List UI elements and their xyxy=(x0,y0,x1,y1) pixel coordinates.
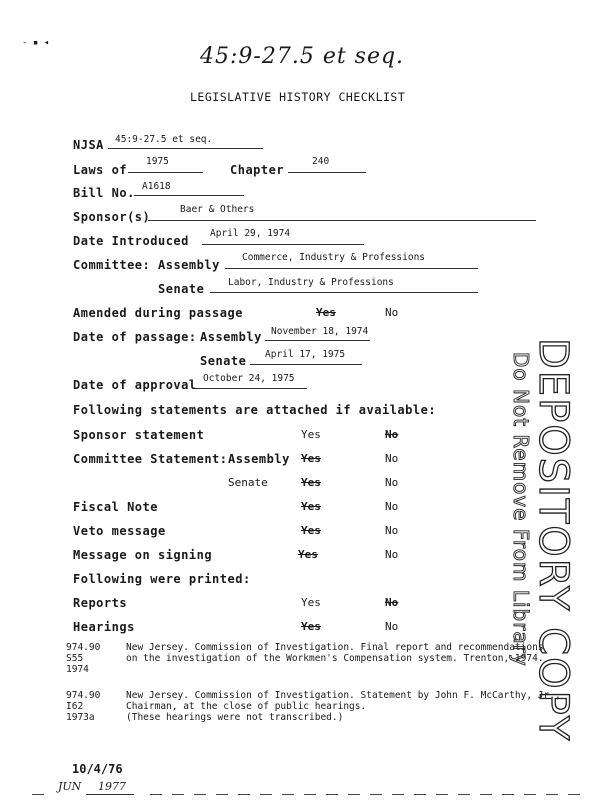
committee-statement-assembly-no: No xyxy=(385,452,399,465)
chapter-value: 240 xyxy=(312,156,330,167)
handwritten-title: 45:9-27.5 et seq. xyxy=(200,44,405,69)
committee-statement-assembly-label: Assembly xyxy=(228,452,290,466)
stamp-main-text: DEPOSITORY COPY xyxy=(530,338,576,743)
committee-senate-underline xyxy=(210,292,478,293)
stamp-sub-text: Do Not Remove From Library xyxy=(509,352,533,667)
passage-senate-underline xyxy=(250,364,362,365)
reports-label: Reports xyxy=(73,596,128,610)
footer-month: JUN xyxy=(58,780,82,793)
date-of-approval-underline xyxy=(195,388,307,389)
committee-assembly-value: Commerce, Industry & Professions xyxy=(242,252,426,263)
hearings-yes-struck: Yes xyxy=(301,620,321,633)
date-of-approval-value: October 24, 1975 xyxy=(203,373,295,384)
printed-heading: Following were printed: xyxy=(73,572,251,586)
message-on-signing-label: Message on signing xyxy=(73,548,213,562)
reports-yes: Yes xyxy=(301,596,321,609)
date-of-passage-label: Date of passage: xyxy=(73,330,197,344)
amended-label: Amended during passage xyxy=(73,306,243,320)
amended-yes-struck: Yes xyxy=(316,306,336,319)
bill-no-underline xyxy=(134,195,244,196)
passage-senate-label: Senate xyxy=(200,354,247,368)
reference-2-text: New Jersey. Commission of Investigation. Statement by John F. McCarthy, Jr., Chairman, at the close of public hearings. (These hearings were not transcribed.) xyxy=(126,690,561,723)
sponsor-statement-label: Sponsor statement xyxy=(73,428,205,442)
reference-2-call-number: 974.90 I62 1973a xyxy=(66,690,101,723)
date-of-approval-label: Date of approval xyxy=(73,378,197,392)
date-introduced-value: April 29, 1974 xyxy=(210,228,291,239)
passage-assembly-value: November 18, 1974 xyxy=(271,326,369,337)
committee-statement-senate-label: Senate xyxy=(228,476,268,489)
bill-no-label: Bill No. xyxy=(73,186,135,200)
date-introduced-underline xyxy=(202,244,364,245)
chapter-underline xyxy=(288,172,366,173)
committee-statement-label: Committee Statement: xyxy=(73,452,228,466)
passage-assembly-label: Assembly xyxy=(200,330,262,344)
sponsors-label: Sponsor(s) xyxy=(73,210,151,224)
page-title: LEGISLATIVE HISTORY CHECKLIST xyxy=(190,90,406,104)
laws-of-label: Laws of xyxy=(73,163,128,177)
veto-message-label: Veto message xyxy=(73,524,166,538)
sponsor-statement-no-struck: No xyxy=(385,428,399,441)
reference-1-text: New Jersey. Commission of Investigation. Final report and recommendations on the investigation of the Workmen's Compensation system. Trenton, 1974. xyxy=(126,642,544,664)
sponsors-underline xyxy=(148,220,536,221)
passage-assembly-underline xyxy=(265,340,370,341)
passage-senate-value: April 17, 1975 xyxy=(265,349,346,360)
laws-of-value: 1975 xyxy=(146,156,169,167)
committee-senate-value: Labor, Industry & Professions xyxy=(228,277,394,288)
laws-of-underline xyxy=(128,172,203,173)
njsa-underline xyxy=(108,148,263,149)
committee-statement-senate-yes-struck: Yes xyxy=(301,476,321,489)
sponsors-value: Baer & Others xyxy=(180,204,255,215)
reports-no-struck: No xyxy=(385,596,399,609)
depository-copy-stamp xyxy=(510,338,574,742)
hearings-no: No xyxy=(385,620,399,633)
bill-no-value: A1618 xyxy=(142,181,171,192)
chapter-label: Chapter xyxy=(230,163,285,177)
fiscal-note-label: Fiscal Note xyxy=(73,500,158,514)
njsa-label: NJSA xyxy=(73,138,104,152)
amended-no: No xyxy=(385,306,399,319)
fiscal-note-no: No xyxy=(385,500,399,513)
footer-dashed-line xyxy=(0,794,606,795)
hearings-label: Hearings xyxy=(73,620,135,634)
sponsor-statement-yes: Yes xyxy=(301,428,321,441)
date-introduced-label: Date Introduced xyxy=(73,234,189,248)
reference-1-call-number: 974.90 S55 1974 xyxy=(66,642,101,675)
message-on-signing-yes-struck: Yes xyxy=(298,548,318,561)
statements-heading: Following statements are attached if available: xyxy=(73,403,437,417)
committee-assembly-label: Assembly xyxy=(158,258,220,272)
committee-statement-senate-no: No xyxy=(385,476,399,489)
committee-senate-label: Senate xyxy=(158,282,205,296)
footer-date: 10/4/76 xyxy=(72,762,123,776)
committee-label: Committee: xyxy=(73,258,151,272)
veto-message-yes-struck: Yes xyxy=(301,524,321,537)
fiscal-note-yes-struck: Yes xyxy=(301,500,321,513)
committee-statement-assembly-yes-struck: Yes xyxy=(301,452,321,465)
scan-mark: ‐ ▪ ◂ xyxy=(22,38,50,48)
message-on-signing-no: No xyxy=(385,548,399,561)
committee-assembly-underline xyxy=(225,268,478,269)
footer-year: 1977 xyxy=(98,780,126,793)
njsa-value: 45:9-27.5 et seq. xyxy=(115,134,213,145)
veto-message-no: No xyxy=(385,524,399,537)
